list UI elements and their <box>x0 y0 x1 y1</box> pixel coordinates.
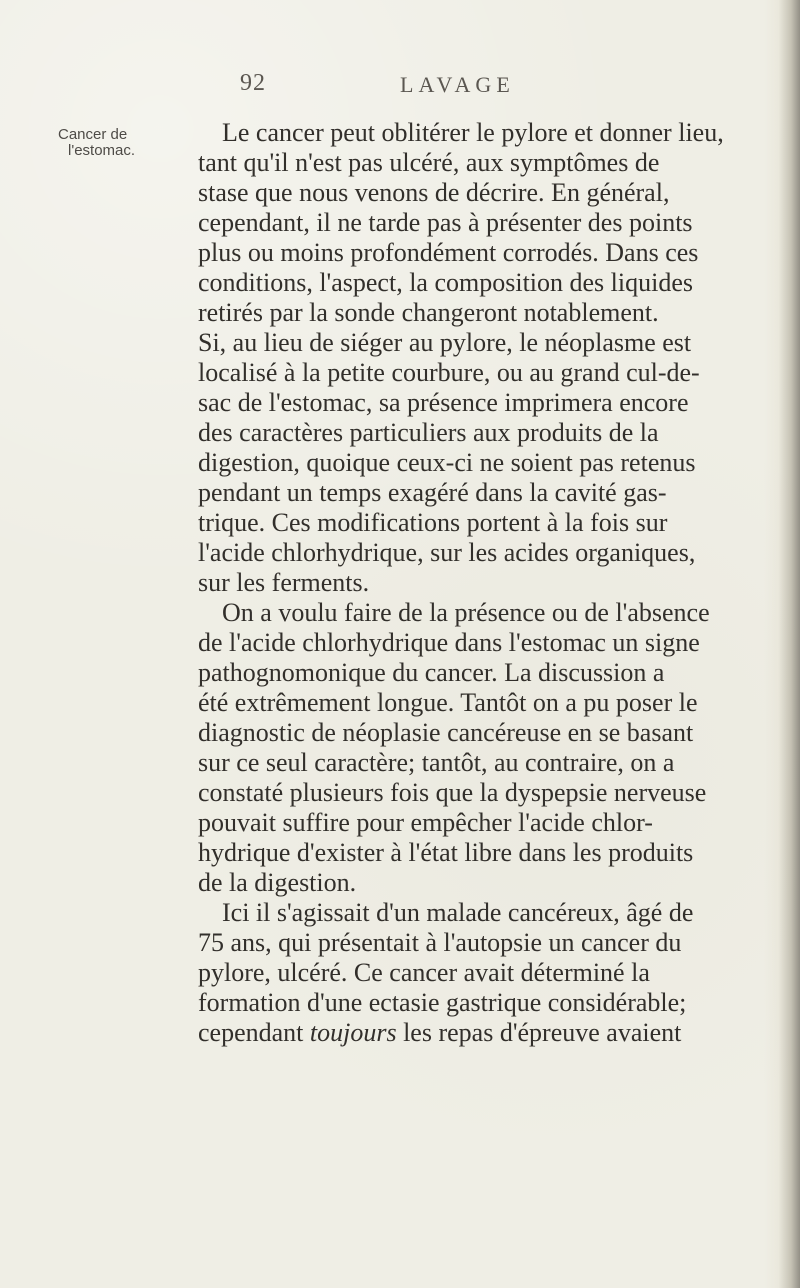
margin-note <box>58 127 168 159</box>
text-line-4: cependant, il ne tarde pas à présenter des points <box>198 208 693 237</box>
text-line-13: pendant un temps exagéré dans la cavité gas- <box>198 478 667 507</box>
text-line-2: tant qu'il n'est pas ulcéré, aux symptômes de <box>198 148 660 177</box>
text-line-19: pathognomonique du cancer. La discussion a <box>198 658 665 687</box>
text-line-1: Le cancer peut oblitérer le pylore et donner lieu, <box>222 118 724 147</box>
running-title: LAVAGE <box>400 72 515 97</box>
margin-note-line-1: Cancer de <box>58 126 128 143</box>
text-line-18: de l'acide chlorhydrique dans l'estomac un signe <box>198 628 700 657</box>
text-line-26: de la digestion. <box>198 868 357 897</box>
text-line-7: retirés par la sonde changeront notablement. <box>198 298 659 327</box>
margin-note-line-2: l'estomac. <box>68 142 136 159</box>
text-line-12: digestion, quoique ceux-ci ne soient pas retenus <box>198 448 696 477</box>
text-line-27: Ici il s'agissait d'un malade cancéreux, âgé de <box>222 898 694 927</box>
body-text <box>198 118 763 1048</box>
last-line-suffix: les repas d'épreuve avaient <box>396 1018 682 1047</box>
text-line-28: 75 ans, qui présentait à l'autopsie un cancer du <box>198 928 682 957</box>
page-edge-shadow <box>764 0 800 1288</box>
last-line-prefix: cependant <box>198 1018 310 1047</box>
text-line-22: sur ce seul caractère; tantôt, au contraire, on a <box>198 748 675 777</box>
text-line-20: été extrêmement longue. Tantôt on a pu poser le <box>198 688 698 717</box>
running-head <box>240 70 660 100</box>
text-line-8: Si, au lieu de siéger au pylore, le néoplasme est <box>198 328 692 357</box>
text-line-3: stase que nous venons de décrire. En général, <box>198 178 670 207</box>
text-line-24: pouvait suffire pour empêcher l'acide chlor- <box>198 808 653 837</box>
text-line-6: conditions, l'aspect, la composition des liquides <box>198 268 694 297</box>
text-line-14: trique. Ces modifications portent à la fois sur <box>198 508 668 537</box>
page-number: 92 <box>240 70 266 96</box>
text-line-25: hydrique d'exister à l'état libre dans les produits <box>198 838 694 867</box>
text-line-15: l'acide chlorhydrique, sur les acides organiques, <box>198 538 696 567</box>
text-line-16: sur les ferments. <box>198 568 370 597</box>
text-line-11: des caractères particuliers aux produits de la <box>198 418 659 447</box>
text-line-9: localisé à la petite courbure, ou au grand cul-de- <box>198 358 700 387</box>
text-line-30: formation d'une ectasie gastrique considérable; <box>198 988 687 1017</box>
text-line-29: pylore, ulcéré. Ce cancer avait déterminé la <box>198 958 650 987</box>
text-line-21: diagnostic de néoplasie cancéreuse en se basant <box>198 718 694 747</box>
last-line-italic-word: toujours <box>309 1018 397 1047</box>
text-line-10: sac de l'estomac, sa présence imprimera encore <box>198 388 689 417</box>
text-line-23: constaté plusieurs fois que la dyspepsie nerveuse <box>198 778 707 807</box>
text-line-5: plus ou moins profondément corrodés. Dans ces <box>198 238 699 267</box>
text-line-31 <box>198 1018 763 1048</box>
text-line-17: On a voulu faire de la présence ou de l'absence <box>222 598 710 627</box>
